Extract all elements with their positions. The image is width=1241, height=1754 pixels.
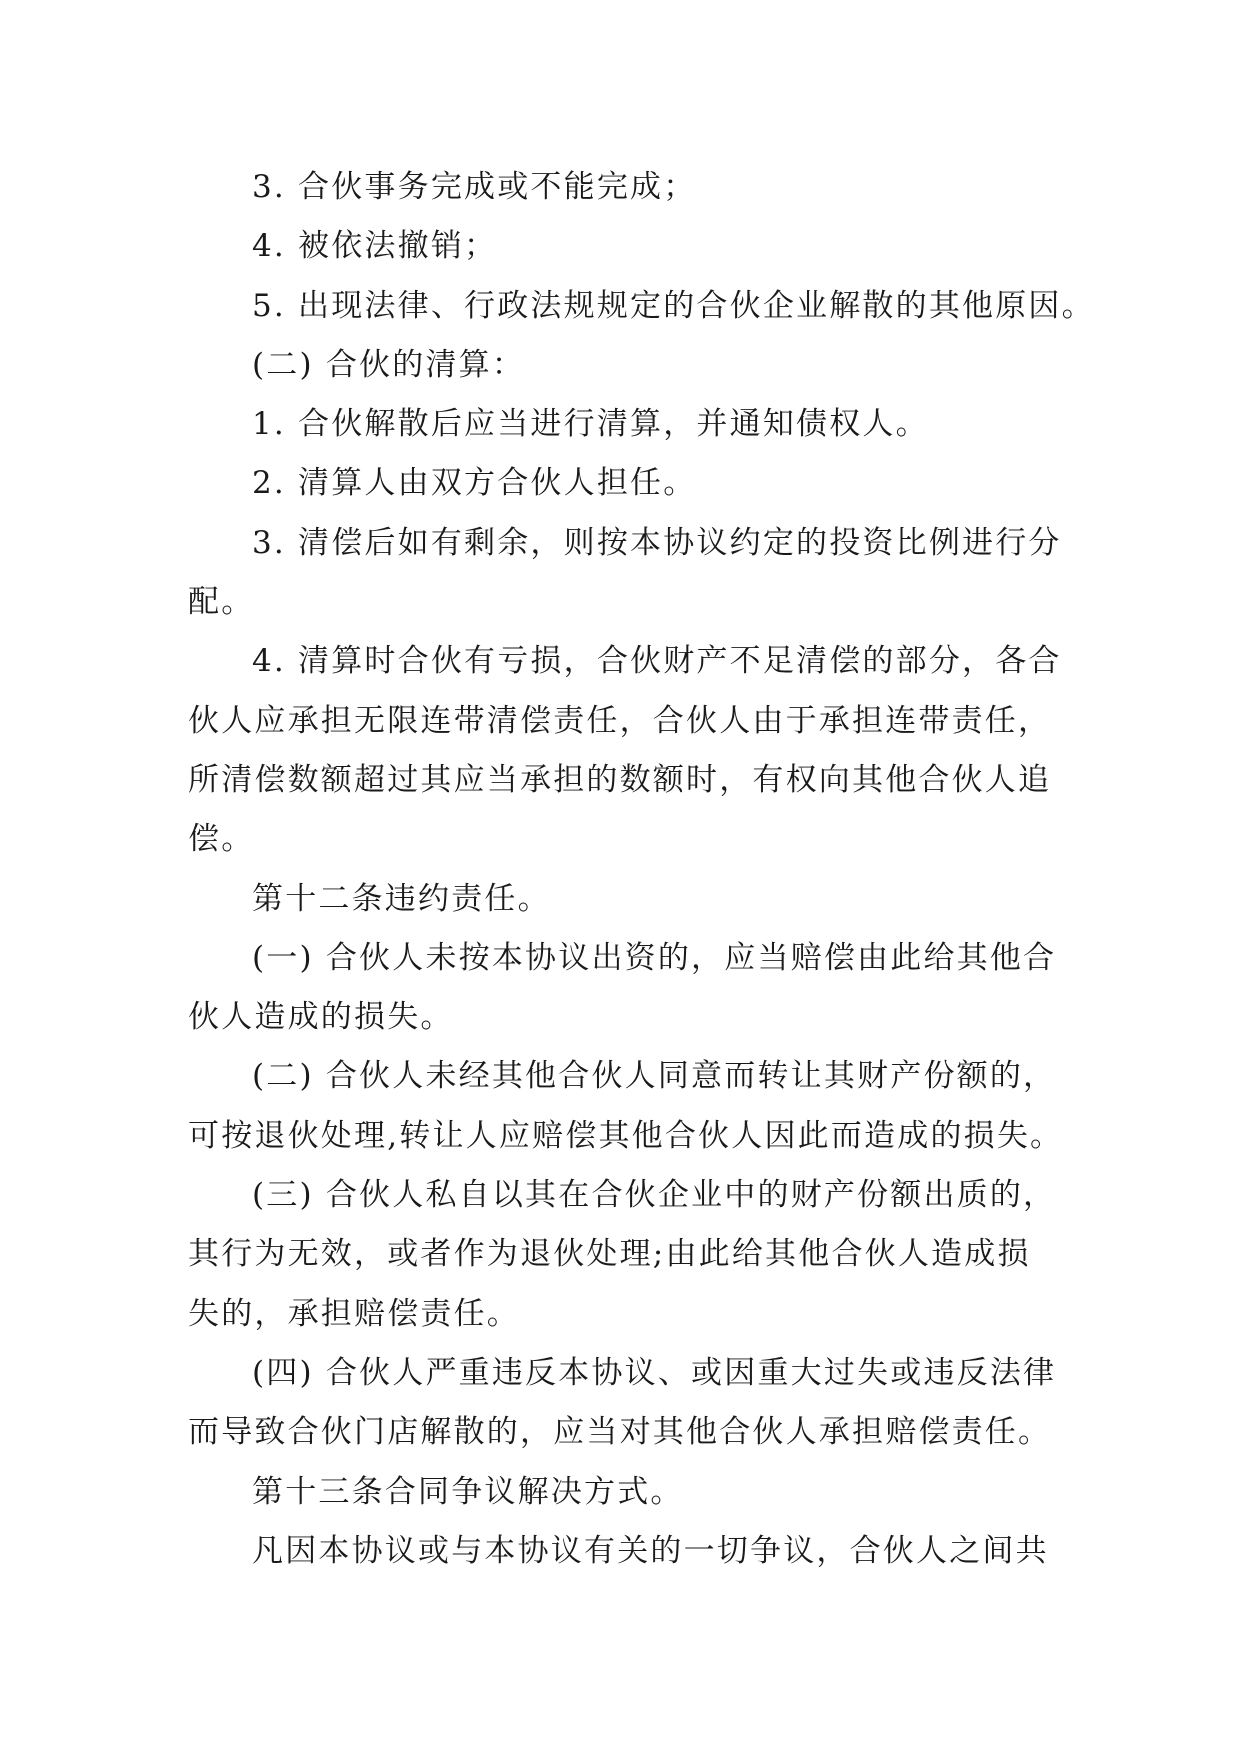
text-line: 伙人造成的损失。	[188, 999, 454, 1036]
text-line: (四) 合伙人严重违反本协议、或因重大过失或违反法律	[252, 1354, 1057, 1391]
text-line: (二) 合伙的清算：	[252, 346, 526, 383]
text-line: 1. 合伙解散后应当进行清算，并通知债权人。	[252, 406, 929, 443]
text-line: 3. 清偿后如有剩余，则按本协议约定的投资比例进行分	[252, 524, 1062, 561]
text-line: 而导致合伙门店解散的，应当对其他合伙人承担赔偿责任。	[188, 1414, 1052, 1451]
section-heading: 第十二条违约责任。	[252, 880, 551, 917]
document-body	[188, 158, 1095, 1581]
text-line: 伙人应承担无限连带清偿责任，合伙人由于承担连带责任，	[188, 702, 1052, 739]
text-line: 4. 被依法撤销；	[252, 228, 498, 265]
text-line: 3. 合伙事务完成或不能完成；	[252, 169, 697, 205]
text-line: 5. 出现法律、行政法规规定的合伙企业解散的其他原因。	[252, 287, 1095, 324]
text-line: (一) 合伙人未按本协议出资的，应当赔偿由此给其他合	[252, 939, 1057, 976]
text-line: (三) 合伙人私自以其在合伙企业中的财产份额出质的，	[252, 1177, 1057, 1214]
text-line: (二) 合伙人未经其他合伙人同意而转让其财产份额的，	[252, 1058, 1057, 1095]
text-line: 凡因本协议或与本协议有关的一切争议，合伙人之间共	[252, 1532, 1049, 1569]
text-line: 可按退伙处理,转让人应赔偿其他合伙人因此而造成的损失。	[188, 1117, 1064, 1154]
section-heading: 第十三条合同争议解决方式。	[252, 1473, 684, 1510]
text-line: 其行为无效，或者作为退伙处理;由此给其他合伙人造成损	[188, 1236, 1031, 1273]
text-line: 失的，承担赔偿责任。	[188, 1295, 520, 1332]
text-line: 偿。	[188, 821, 255, 858]
text-line: 所清偿数额超过其应当承担的数额时，有权向其他合伙人追	[188, 761, 1052, 798]
text-line: 2. 清算人由双方合伙人担任。	[252, 465, 697, 502]
text-line: 4. 清算时合伙有亏损，合伙财产不足清偿的部分，各合	[252, 643, 1062, 680]
text-line: 配。	[188, 584, 255, 621]
